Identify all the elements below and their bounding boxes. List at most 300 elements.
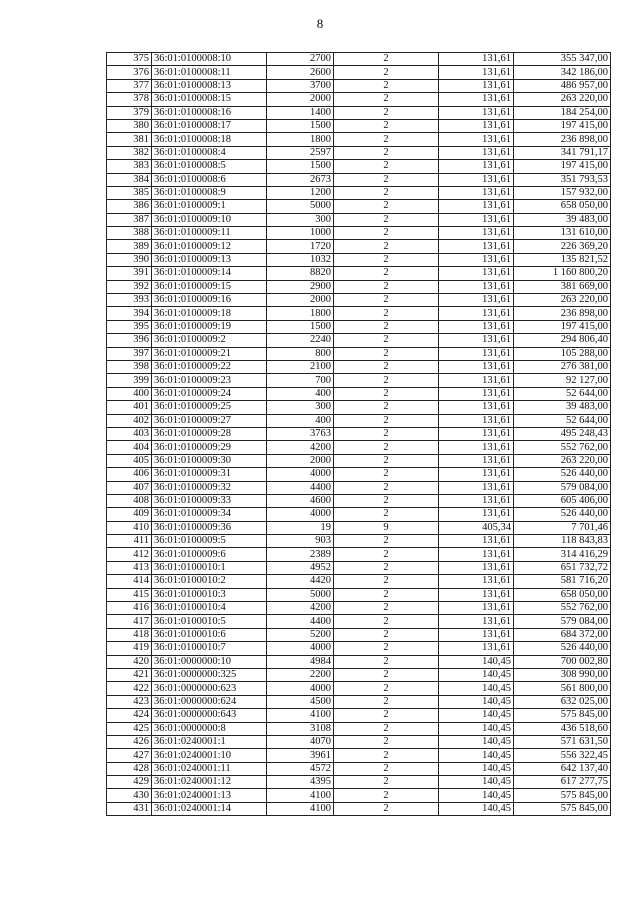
rate-cell: 131,61 <box>439 602 514 615</box>
rate-cell: 140,45 <box>439 776 514 789</box>
table-row <box>107 387 611 400</box>
row-number-cell: 411 <box>107 535 152 548</box>
rate-cell: 140,45 <box>439 682 514 695</box>
area-cell: 1800 <box>267 133 334 146</box>
row-number-cell: 429 <box>107 776 152 789</box>
coefficient-cell: 2 <box>334 735 439 748</box>
page-number: 8 <box>316 16 324 31</box>
amount-cell: 197 415,00 <box>514 119 611 132</box>
row-number-cell: 403 <box>107 427 152 440</box>
cadastral-number-cell: 36:01:0100009:1 <box>152 200 267 213</box>
rate-cell: 131,61 <box>439 628 514 641</box>
table-row <box>107 133 611 146</box>
table-row <box>107 642 611 655</box>
cadastral-number-cell: 36:01:0240001:1 <box>152 735 267 748</box>
rate-cell: 131,61 <box>439 267 514 280</box>
table-row <box>107 535 611 548</box>
cadastral-number-cell: 36:01:0100008:17 <box>152 119 267 132</box>
amount-cell: 351 793,53 <box>514 173 611 186</box>
table-row <box>107 722 611 735</box>
rate-cell: 131,61 <box>439 227 514 240</box>
rate-cell: 131,61 <box>439 294 514 307</box>
table-row <box>107 186 611 199</box>
parcel-table <box>106 52 611 816</box>
cadastral-number-cell: 36:01:0240001:12 <box>152 776 267 789</box>
amount-cell: 7 701,46 <box>514 521 611 534</box>
table-row <box>107 561 611 574</box>
cadastral-number-cell: 36:01:0100010:4 <box>152 602 267 615</box>
rate-cell: 131,61 <box>439 642 514 655</box>
table-row <box>107 427 611 440</box>
coefficient-cell: 2 <box>334 454 439 467</box>
area-cell: 2000 <box>267 93 334 106</box>
amount-cell: 556 322,45 <box>514 749 611 762</box>
amount-cell: 118 843,83 <box>514 535 611 548</box>
table-row <box>107 508 611 521</box>
amount-cell: 381 669,00 <box>514 280 611 293</box>
rate-cell: 131,61 <box>439 414 514 427</box>
area-cell: 1500 <box>267 320 334 333</box>
amount-cell: 226 369,20 <box>514 240 611 253</box>
amount-cell: 651 732,72 <box>514 561 611 574</box>
cadastral-number-cell: 36:01:0100009:23 <box>152 374 267 387</box>
cadastral-number-cell: 36:01:0100010:5 <box>152 615 267 628</box>
amount-cell: 575 845,00 <box>514 789 611 802</box>
area-cell: 5000 <box>267 588 334 601</box>
row-number-cell: 389 <box>107 240 152 253</box>
coefficient-cell: 2 <box>334 227 439 240</box>
coefficient-cell: 2 <box>334 548 439 561</box>
area-cell: 4984 <box>267 655 334 668</box>
rate-cell: 131,61 <box>439 347 514 360</box>
table-row <box>107 93 611 106</box>
row-number-cell: 414 <box>107 575 152 588</box>
area-cell: 700 <box>267 374 334 387</box>
rate-cell: 131,61 <box>439 494 514 507</box>
area-cell: 1200 <box>267 186 334 199</box>
amount-cell: 131 610,00 <box>514 227 611 240</box>
area-cell: 2200 <box>267 668 334 681</box>
rate-cell: 131,61 <box>439 334 514 347</box>
table-row <box>107 615 611 628</box>
table-row <box>107 414 611 427</box>
row-number-cell: 419 <box>107 642 152 655</box>
row-number-cell: 431 <box>107 802 152 815</box>
row-number-cell: 430 <box>107 789 152 802</box>
amount-cell: 605 406,00 <box>514 494 611 507</box>
coefficient-cell: 2 <box>334 320 439 333</box>
row-number-cell: 409 <box>107 508 152 521</box>
table-row <box>107 360 611 373</box>
row-number-cell: 406 <box>107 468 152 481</box>
table-row <box>107 441 611 454</box>
area-cell: 4420 <box>267 575 334 588</box>
rate-cell: 131,61 <box>439 535 514 548</box>
coefficient-cell: 2 <box>334 106 439 119</box>
cadastral-number-cell: 36:01:0100010:3 <box>152 588 267 601</box>
cadastral-number-cell: 36:01:0000000:643 <box>152 709 267 722</box>
area-cell: 5000 <box>267 200 334 213</box>
area-cell: 300 <box>267 401 334 414</box>
area-cell: 19 <box>267 521 334 534</box>
cadastral-number-cell: 36:01:0100009:28 <box>152 427 267 440</box>
row-number-cell: 378 <box>107 93 152 106</box>
area-cell: 4000 <box>267 642 334 655</box>
coefficient-cell: 2 <box>334 414 439 427</box>
rate-cell: 131,61 <box>439 548 514 561</box>
amount-cell: 236 898,00 <box>514 307 611 320</box>
coefficient-cell: 2 <box>334 374 439 387</box>
coefficient-cell: 2 <box>334 722 439 735</box>
table-row <box>107 735 611 748</box>
row-number-cell: 408 <box>107 494 152 507</box>
rate-cell: 140,45 <box>439 762 514 775</box>
area-cell: 2600 <box>267 66 334 79</box>
area-cell: 2700 <box>267 53 334 66</box>
cadastral-number-cell: 36:01:0100009:15 <box>152 280 267 293</box>
amount-cell: 617 277,75 <box>514 776 611 789</box>
area-cell: 3700 <box>267 79 334 92</box>
coefficient-cell: 2 <box>334 133 439 146</box>
rate-cell: 131,61 <box>439 374 514 387</box>
coefficient-cell: 2 <box>334 66 439 79</box>
coefficient-cell: 2 <box>334 749 439 762</box>
area-cell: 2900 <box>267 280 334 293</box>
cadastral-number-cell: 36:01:0100008:5 <box>152 160 267 173</box>
area-cell: 903 <box>267 535 334 548</box>
cadastral-number-cell: 36:01:0100008:11 <box>152 66 267 79</box>
cadastral-number-cell: 36:01:0100009:13 <box>152 253 267 266</box>
table-row <box>107 106 611 119</box>
table-row <box>107 468 611 481</box>
coefficient-cell: 2 <box>334 253 439 266</box>
cadastral-number-cell: 36:01:0100009:36 <box>152 521 267 534</box>
row-number-cell: 395 <box>107 320 152 333</box>
amount-cell: 684 372,00 <box>514 628 611 641</box>
coefficient-cell: 2 <box>334 602 439 615</box>
amount-cell: 52 644,00 <box>514 387 611 400</box>
rate-cell: 131,61 <box>439 200 514 213</box>
rate-cell: 131,61 <box>439 575 514 588</box>
area-cell: 400 <box>267 414 334 427</box>
table-row <box>107 588 611 601</box>
cadastral-number-cell: 36:01:0240001:10 <box>152 749 267 762</box>
cadastral-number-cell: 36:01:0000000:623 <box>152 682 267 695</box>
table-row <box>107 776 611 789</box>
coefficient-cell: 2 <box>334 79 439 92</box>
row-number-cell: 405 <box>107 454 152 467</box>
amount-cell: 157 932,00 <box>514 186 611 199</box>
amount-cell: 642 137,40 <box>514 762 611 775</box>
amount-cell: 294 806,40 <box>514 334 611 347</box>
table-row <box>107 682 611 695</box>
row-number-cell: 401 <box>107 401 152 414</box>
amount-cell: 552 762,00 <box>514 441 611 454</box>
coefficient-cell: 2 <box>334 615 439 628</box>
row-number-cell: 383 <box>107 160 152 173</box>
rate-cell: 131,61 <box>439 160 514 173</box>
row-number-cell: 415 <box>107 588 152 601</box>
table-row <box>107 253 611 266</box>
row-number-cell: 402 <box>107 414 152 427</box>
amount-cell: 263 220,00 <box>514 294 611 307</box>
table-row <box>107 294 611 307</box>
cadastral-number-cell: 36:01:0100008:4 <box>152 146 267 159</box>
amount-cell: 263 220,00 <box>514 93 611 106</box>
table-row <box>107 267 611 280</box>
table-row <box>107 173 611 186</box>
row-number-cell: 428 <box>107 762 152 775</box>
table-row <box>107 146 611 159</box>
amount-cell: 658 050,00 <box>514 200 611 213</box>
rate-cell: 131,61 <box>439 320 514 333</box>
row-number-cell: 426 <box>107 735 152 748</box>
rate-cell: 140,45 <box>439 709 514 722</box>
rate-cell: 140,45 <box>439 655 514 668</box>
area-cell: 1500 <box>267 160 334 173</box>
area-cell: 5200 <box>267 628 334 641</box>
cadastral-number-cell: 36:01:0100009:29 <box>152 441 267 454</box>
rate-cell: 131,61 <box>439 307 514 320</box>
coefficient-cell: 2 <box>334 387 439 400</box>
rate-cell: 131,61 <box>439 561 514 574</box>
row-number-cell: 384 <box>107 173 152 186</box>
row-number-cell: 418 <box>107 628 152 641</box>
cadastral-number-cell: 36:01:0100009:5 <box>152 535 267 548</box>
table-row <box>107 307 611 320</box>
rate-cell: 131,61 <box>439 441 514 454</box>
cadastral-number-cell: 36:01:0240001:13 <box>152 789 267 802</box>
amount-cell: 197 415,00 <box>514 320 611 333</box>
area-cell: 3961 <box>267 749 334 762</box>
amount-cell: 52 644,00 <box>514 414 611 427</box>
area-cell: 4952 <box>267 561 334 574</box>
row-number-cell: 417 <box>107 615 152 628</box>
table-row <box>107 454 611 467</box>
rate-cell: 140,45 <box>439 802 514 815</box>
coefficient-cell: 2 <box>334 776 439 789</box>
amount-cell: 486 957,00 <box>514 79 611 92</box>
amount-cell: 581 716,20 <box>514 575 611 588</box>
cadastral-number-cell: 36:01:0100008:13 <box>152 79 267 92</box>
amount-cell: 436 518,60 <box>514 722 611 735</box>
row-number-cell: 410 <box>107 521 152 534</box>
rate-cell: 140,45 <box>439 722 514 735</box>
table-row <box>107 481 611 494</box>
table-row <box>107 280 611 293</box>
amount-cell: 575 845,00 <box>514 709 611 722</box>
coefficient-cell: 2 <box>334 668 439 681</box>
cadastral-number-cell: 36:01:0100008:9 <box>152 186 267 199</box>
cadastral-number-cell: 36:01:0100009:16 <box>152 294 267 307</box>
table-row <box>107 628 611 641</box>
row-number-cell: 376 <box>107 66 152 79</box>
coefficient-cell: 2 <box>334 267 439 280</box>
area-cell: 4200 <box>267 602 334 615</box>
rate-cell: 140,45 <box>439 695 514 708</box>
amount-cell: 495 248,43 <box>514 427 611 440</box>
coefficient-cell: 2 <box>334 468 439 481</box>
coefficient-cell: 2 <box>334 360 439 373</box>
amount-cell: 571 631,50 <box>514 735 611 748</box>
row-number-cell: 416 <box>107 602 152 615</box>
amount-cell: 341 791,17 <box>514 146 611 159</box>
table-row <box>107 213 611 226</box>
area-cell: 4500 <box>267 695 334 708</box>
rate-cell: 131,61 <box>439 119 514 132</box>
coefficient-cell: 2 <box>334 655 439 668</box>
table-row <box>107 695 611 708</box>
row-number-cell: 422 <box>107 682 152 695</box>
area-cell: 2000 <box>267 294 334 307</box>
area-cell: 3108 <box>267 722 334 735</box>
area-cell: 4100 <box>267 802 334 815</box>
row-number-cell: 380 <box>107 119 152 132</box>
area-cell: 4070 <box>267 735 334 748</box>
table-row <box>107 789 611 802</box>
rate-cell: 131,61 <box>439 468 514 481</box>
rate-cell: 140,45 <box>439 668 514 681</box>
row-number-cell: 399 <box>107 374 152 387</box>
coefficient-cell: 2 <box>334 200 439 213</box>
table-row <box>107 227 611 240</box>
row-number-cell: 391 <box>107 267 152 280</box>
amount-cell: 561 800,00 <box>514 682 611 695</box>
rate-cell: 131,61 <box>439 360 514 373</box>
table-row <box>107 548 611 561</box>
table-row <box>107 749 611 762</box>
area-cell: 1000 <box>267 227 334 240</box>
rate-cell: 131,61 <box>439 186 514 199</box>
amount-cell: 197 415,00 <box>514 160 611 173</box>
row-number-cell: 394 <box>107 307 152 320</box>
cadastral-number-cell: 36:01:0100009:22 <box>152 360 267 373</box>
area-cell: 2597 <box>267 146 334 159</box>
rate-cell: 405,34 <box>439 521 514 534</box>
cadastral-number-cell: 36:01:0100009:2 <box>152 334 267 347</box>
amount-cell: 184 254,00 <box>514 106 611 119</box>
row-number-cell: 386 <box>107 200 152 213</box>
amount-cell: 342 186,00 <box>514 66 611 79</box>
cadastral-number-cell: 36:01:0100008:10 <box>152 53 267 66</box>
row-number-cell: 420 <box>107 655 152 668</box>
cadastral-number-cell: 36:01:0240001:11 <box>152 762 267 775</box>
cadastral-number-cell: 36:01:0100009:19 <box>152 320 267 333</box>
rate-cell: 131,61 <box>439 280 514 293</box>
cadastral-number-cell: 36:01:0100009:21 <box>152 347 267 360</box>
rate-cell: 131,61 <box>439 133 514 146</box>
cadastral-number-cell: 36:01:0100009:31 <box>152 468 267 481</box>
area-cell: 4200 <box>267 441 334 454</box>
row-number-cell: 392 <box>107 280 152 293</box>
cadastral-number-cell: 36:01:0100009:6 <box>152 548 267 561</box>
area-cell: 2240 <box>267 334 334 347</box>
row-number-cell: 381 <box>107 133 152 146</box>
rate-cell: 131,61 <box>439 387 514 400</box>
row-number-cell: 412 <box>107 548 152 561</box>
table-row <box>107 494 611 507</box>
cadastral-number-cell: 36:01:0100010:6 <box>152 628 267 641</box>
table-row <box>107 200 611 213</box>
cadastral-number-cell: 36:01:0100009:30 <box>152 454 267 467</box>
amount-cell: 579 084,00 <box>514 481 611 494</box>
amount-cell: 526 440,00 <box>514 508 611 521</box>
area-cell: 2389 <box>267 548 334 561</box>
area-cell: 4395 <box>267 776 334 789</box>
coefficient-cell: 2 <box>334 334 439 347</box>
rate-cell: 131,61 <box>439 173 514 186</box>
rate-cell: 131,61 <box>439 588 514 601</box>
cadastral-number-cell: 36:01:0000000:10 <box>152 655 267 668</box>
coefficient-cell: 2 <box>334 186 439 199</box>
table-row <box>107 119 611 132</box>
row-number-cell: 387 <box>107 213 152 226</box>
coefficient-cell: 2 <box>334 508 439 521</box>
cadastral-number-cell: 36:01:0100008:18 <box>152 133 267 146</box>
area-cell: 4000 <box>267 508 334 521</box>
rate-cell: 131,61 <box>439 427 514 440</box>
row-number-cell: 425 <box>107 722 152 735</box>
area-cell: 2673 <box>267 173 334 186</box>
coefficient-cell: 2 <box>334 213 439 226</box>
area-cell: 4600 <box>267 494 334 507</box>
rate-cell: 131,61 <box>439 53 514 66</box>
coefficient-cell: 2 <box>334 93 439 106</box>
area-cell: 2000 <box>267 454 334 467</box>
rate-cell: 131,61 <box>439 146 514 159</box>
coefficient-cell: 2 <box>334 441 439 454</box>
row-number-cell: 382 <box>107 146 152 159</box>
table-row <box>107 802 611 815</box>
area-cell: 4100 <box>267 709 334 722</box>
rate-cell: 131,61 <box>439 401 514 414</box>
coefficient-cell: 2 <box>334 789 439 802</box>
coefficient-cell: 2 <box>334 401 439 414</box>
amount-cell: 263 220,00 <box>514 454 611 467</box>
area-cell: 3763 <box>267 427 334 440</box>
table-row <box>107 709 611 722</box>
table-row <box>107 401 611 414</box>
table-body <box>107 53 611 816</box>
amount-cell: 526 440,00 <box>514 468 611 481</box>
area-cell: 4000 <box>267 682 334 695</box>
coefficient-cell: 2 <box>334 119 439 132</box>
table-row <box>107 53 611 66</box>
table-row <box>107 521 611 534</box>
cadastral-number-cell: 36:01:0240001:14 <box>152 802 267 815</box>
rate-cell: 131,61 <box>439 79 514 92</box>
area-cell: 4400 <box>267 615 334 628</box>
row-number-cell: 397 <box>107 347 152 360</box>
table-row <box>107 240 611 253</box>
amount-cell: 355 347,00 <box>514 53 611 66</box>
amount-cell: 632 025,00 <box>514 695 611 708</box>
row-number-cell: 400 <box>107 387 152 400</box>
area-cell: 4400 <box>267 481 334 494</box>
coefficient-cell: 2 <box>334 802 439 815</box>
coefficient-cell: 2 <box>334 709 439 722</box>
amount-cell: 575 845,00 <box>514 802 611 815</box>
rate-cell: 131,61 <box>439 66 514 79</box>
coefficient-cell: 2 <box>334 160 439 173</box>
row-number-cell: 423 <box>107 695 152 708</box>
amount-cell: 658 050,00 <box>514 588 611 601</box>
row-number-cell: 377 <box>107 79 152 92</box>
cadastral-number-cell: 36:01:0100009:11 <box>152 227 267 240</box>
amount-cell: 552 762,00 <box>514 602 611 615</box>
coefficient-cell: 9 <box>334 521 439 534</box>
area-cell: 4572 <box>267 762 334 775</box>
